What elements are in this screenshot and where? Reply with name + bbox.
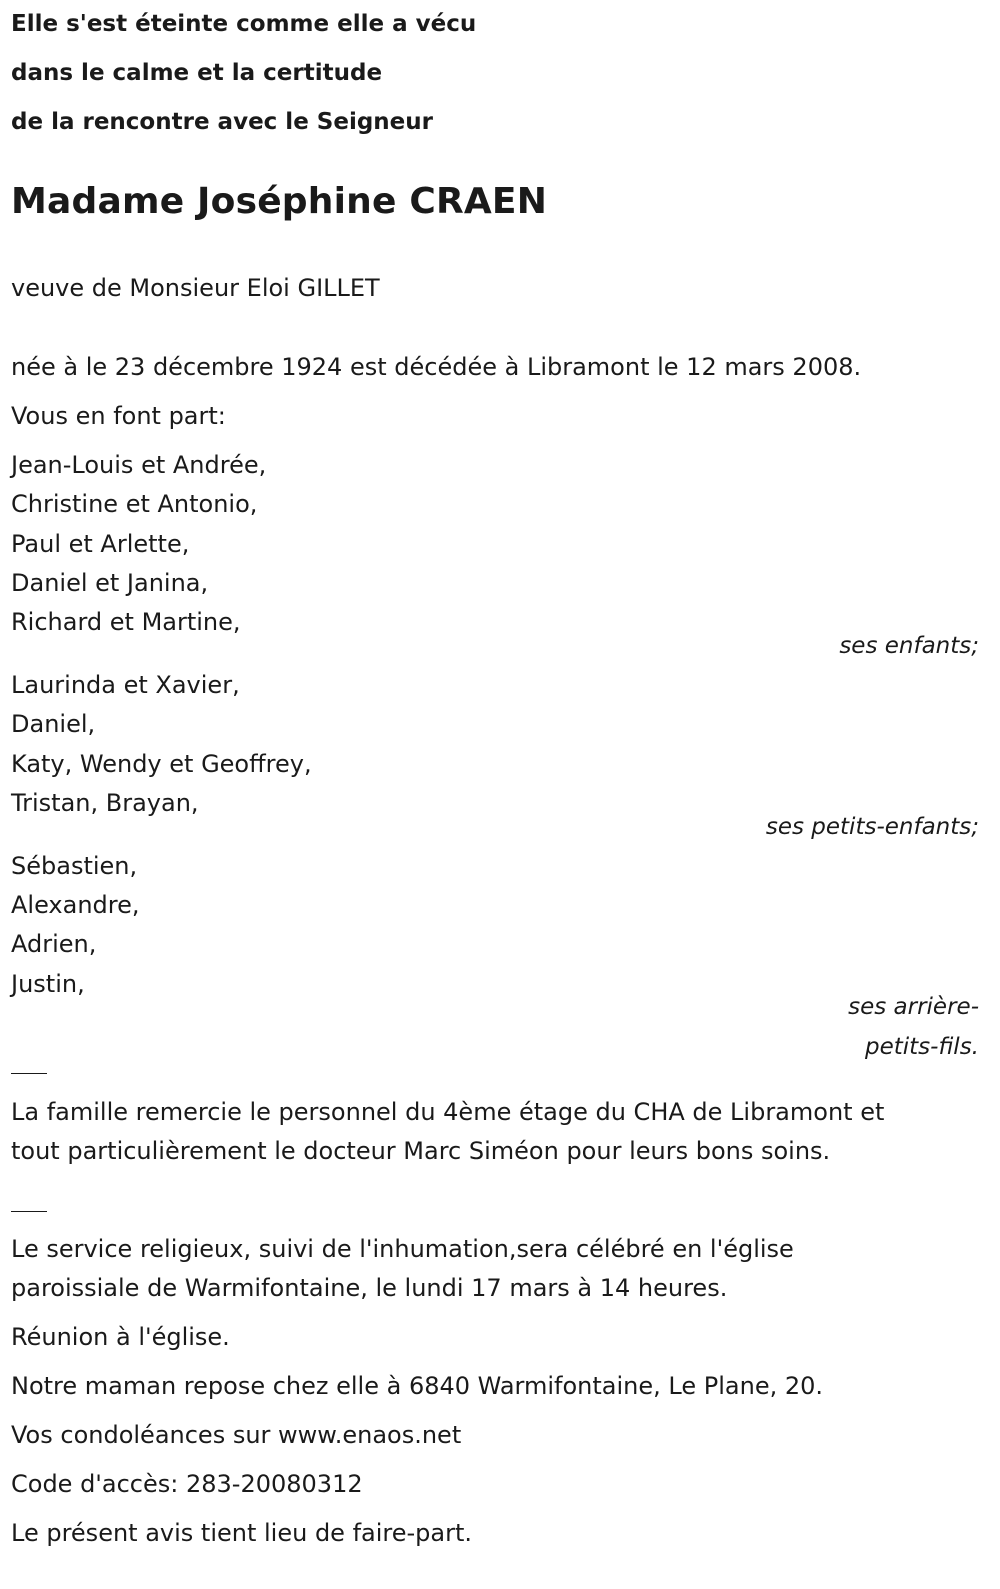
service-line-2: paroissiale de Warmifontaine, le lundi 17 mars à 14 heures. [11,1274,728,1302]
children-label: ses enfants; [839,633,979,659]
great-grandchildren-label-line-1: ses arrière- [848,994,979,1020]
widow-of: veuve de Monsieur Eloi GILLET [11,274,380,302]
meeting-info: Réunion à l'église. [11,1323,230,1351]
closing-note: Le présent avis tient lieu de faire-part. [11,1519,473,1547]
grandchild-name: Daniel, [11,710,96,738]
grandchildren-label: ses petits-enfants; [765,814,979,840]
child-name: Richard et Martine, [11,608,241,636]
birth-death-dates: née à le 23 décembre 1924 est décédée à Libramont le 12 mars 2008. [11,353,862,381]
condolences-info: Vos condoléances sur www.enaos.net [11,1421,462,1449]
child-name: Paul et Arlette, [11,530,190,558]
great-grandchild-name: Alexandre, [11,891,140,919]
grandchild-name: Katy, Wendy et Geoffrey, [11,750,312,778]
deceased-name: Madame Joséphine CRAEN [11,181,548,222]
rest-place: Notre maman repose chez elle à 6840 Warmifontaine, Le Plane, 20. [11,1372,824,1400]
thanks-line-2: tout particulièrement le docteur Marc Siméon pour leurs bons soins. [11,1137,831,1165]
grandchild-name: Laurinda et Xavier, [11,671,240,699]
thanks-line-1: La famille remercie le personnel du 4ème étage du CHA de Libramont et [11,1098,885,1126]
child-name: Jean-Louis et Andrée, [11,451,267,479]
section-divider [11,1211,47,1212]
epitaph-line-3: de la rencontre avec le Seigneur [11,109,433,135]
child-name: Daniel et Janina, [11,569,209,597]
great-grandchild-name: Adrien, [11,930,97,958]
section-divider [11,1073,47,1074]
service-line-1: Le service religieux, suivi de l'inhumation,sera célébré en l'église [11,1235,794,1263]
great-grandchild-name: Justin, [11,970,85,998]
great-grandchildren-label-line-2: petits-fils. [864,1034,979,1060]
announcers-intro: Vous en font part: [11,402,226,430]
epitaph-line-2: dans le calme et la certitude [11,60,383,86]
great-grandchild-name: Sébastien, [11,852,138,880]
epitaph-line-1: Elle s'est éteinte comme elle a vécu [11,11,477,37]
grandchild-name: Tristan, Brayan, [11,789,199,817]
access-code: Code d'accès: 283-20080312 [11,1470,363,1498]
child-name: Christine et Antonio, [11,490,258,518]
